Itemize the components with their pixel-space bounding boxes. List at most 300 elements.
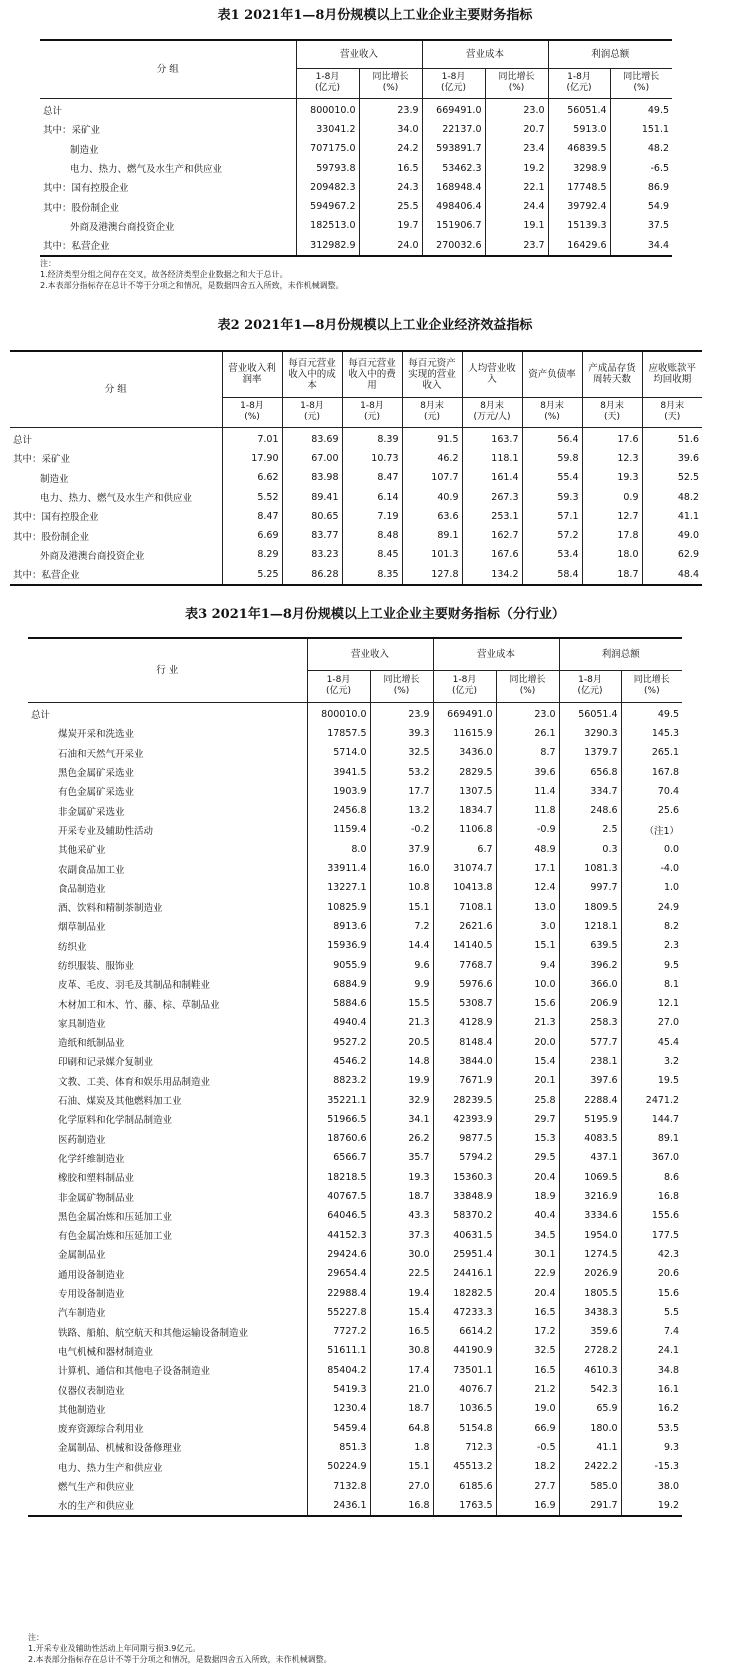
table-row (28, 1013, 682, 1032)
cell-value: 167.8 (621, 762, 682, 781)
cell-value: 6566.7 (307, 1148, 370, 1167)
table-row (10, 507, 702, 526)
cell-value: 33041.2 (296, 120, 359, 139)
cell-value: 177.5 (621, 1226, 682, 1245)
row-label: 化学原料和化学制品制造业 (58, 1115, 173, 1127)
sub-header: 1-8月 (亿元) (296, 68, 359, 98)
cell-value: 16.5 (496, 1361, 559, 1380)
cell-value: 34.0 (359, 120, 422, 139)
cell-value: 3334.6 (559, 1206, 621, 1225)
cell-value: 24.4 (485, 197, 548, 216)
cell-value: 24.0 (359, 236, 422, 256)
cell-value: 151906.7 (422, 216, 485, 235)
row-label: 皮革、毛皮、羽毛及其制品和制鞋业 (58, 980, 211, 992)
cell-value: 20.6 (621, 1264, 682, 1283)
cell-value: 134.2 (462, 565, 522, 585)
table-row (40, 236, 672, 256)
table-row (28, 1341, 682, 1360)
table-row (28, 1071, 682, 1090)
cell-value: 65.9 (559, 1399, 621, 1418)
cell-value: 18.7 (370, 1399, 433, 1418)
table-row (10, 545, 702, 564)
cell-value: 80.65 (282, 507, 342, 526)
cell-value: 15.1 (370, 897, 433, 916)
cell-value: 20.0 (496, 1033, 559, 1052)
cell-value: 41.1 (642, 507, 702, 526)
cell-value: 577.7 (559, 1033, 621, 1052)
cell-value: 8.48 (342, 526, 402, 545)
cell-value: 2.3 (621, 936, 682, 955)
cell-value: 127.8 (402, 565, 462, 585)
table-row (28, 782, 682, 801)
row-label: 其中：股份制企业 (13, 531, 90, 543)
cell-value: 270032.6 (422, 236, 485, 256)
cell-value: 5976.6 (433, 975, 496, 994)
cell-value: 49.5 (610, 98, 672, 120)
cell-value: 8.45 (342, 545, 402, 564)
cell-value: 4940.4 (307, 1013, 370, 1032)
cell-value: 656.8 (559, 762, 621, 781)
table-row (28, 1438, 682, 1457)
table1-title: 表1 2021年1—8月份规模以上工业企业主要财务指标 (217, 8, 533, 23)
cell-value: 48.2 (610, 139, 672, 158)
table-row (40, 178, 672, 197)
cell-value: 8.2 (621, 917, 682, 936)
sub-header: 1-8月 (元) (342, 397, 402, 427)
cell-value: 32.5 (496, 1341, 559, 1360)
cell-value: 9.5 (621, 955, 682, 974)
cell-value: 4546.2 (307, 1052, 370, 1071)
cell-value: 39.3 (370, 724, 433, 743)
cell-value: 15360.3 (433, 1168, 496, 1187)
cell-value: 9877.5 (433, 1129, 496, 1148)
sub-header: 1-8月 (亿元) (422, 68, 485, 98)
cell-value: 41.1 (559, 1438, 621, 1457)
cell-value: 57.1 (522, 507, 582, 526)
cell-value: 37.5 (610, 216, 672, 235)
cell-value: 8.7 (496, 743, 559, 762)
cell-value: 20.4 (496, 1168, 559, 1187)
table-row (10, 449, 702, 468)
cell-value: 24.3 (359, 178, 422, 197)
cell-value: 18282.5 (433, 1283, 496, 1302)
row-label: 家具制造业 (58, 1018, 106, 1030)
row-label: 农副食品加工业 (58, 864, 125, 876)
cell-value: 359.6 (559, 1322, 621, 1341)
cell-value: 167.6 (462, 545, 522, 564)
row-label: 通用设备制造业 (58, 1269, 125, 1281)
row-label: 有色金属冶炼和压延加工业 (58, 1231, 173, 1243)
cell-value: 23.0 (485, 98, 548, 120)
cell-value: 53.4 (522, 545, 582, 564)
sub-header: 1-8月 (亿元) (548, 68, 610, 98)
cell-value: 3844.0 (433, 1052, 496, 1071)
cell-value: 997.7 (559, 878, 621, 897)
row-label: 电气机械和器材制造业 (58, 1346, 154, 1358)
cell-value: 2.5 (559, 820, 621, 839)
col-header-cost: 营业成本 (433, 638, 559, 670)
table-row (10, 427, 702, 449)
cell-value: 29424.6 (307, 1245, 370, 1264)
cell-value: 21.3 (496, 1013, 559, 1032)
cell-value: 18218.5 (307, 1168, 370, 1187)
table-row (28, 1476, 682, 1495)
cell-value: 14.4 (370, 936, 433, 955)
table-row (28, 1264, 682, 1283)
table-row (28, 1380, 682, 1399)
cell-value: 17.7 (370, 782, 433, 801)
row-label: 非金属矿物制品业 (58, 1192, 135, 1204)
table3-notes (28, 1632, 332, 1665)
row-label: 非金属矿采选业 (58, 806, 125, 818)
cell-value: 312982.9 (296, 236, 359, 256)
cell-value: 34.1 (370, 1110, 433, 1129)
row-label: 计算机、通信和其他电子设备制造业 (58, 1366, 211, 1378)
cell-value: 6884.9 (307, 975, 370, 994)
cell-value: 17.6 (582, 427, 642, 449)
cell-value: 20.7 (485, 120, 548, 139)
cell-value: 24.1 (621, 1341, 682, 1360)
table-row (40, 98, 672, 120)
table-row (28, 1033, 682, 1052)
cell-value: 8.35 (342, 565, 402, 585)
table-row (28, 975, 682, 994)
row-label: 电力、热力、燃气及水生产和供应业 (40, 493, 193, 505)
cell-value: 15.4 (370, 1303, 433, 1322)
cell-value: 800010.0 (296, 98, 359, 120)
cell-value: 101.3 (402, 545, 462, 564)
note-line: 1.经济类型分组之间存在交叉，故各经济类型企业数据之和大于总计。 (40, 270, 288, 279)
cell-value: 585.0 (559, 1476, 621, 1495)
cell-value: 182513.0 (296, 216, 359, 235)
table-row (28, 936, 682, 955)
cell-value: 3438.3 (559, 1303, 621, 1322)
cell-value: 5308.7 (433, 994, 496, 1013)
cell-value: 39792.4 (548, 197, 610, 216)
cell-value: 17.2 (496, 1322, 559, 1341)
row-label: 铁路、船舶、航空航天和其他运输设备制造业 (58, 1327, 249, 1339)
cell-value: 6185.6 (433, 1476, 496, 1495)
cell-value: 27.0 (621, 1013, 682, 1032)
cell-value: 3.0 (496, 917, 559, 936)
cell-value: 3216.9 (559, 1187, 621, 1206)
cell-value: 45513.2 (433, 1457, 496, 1476)
note-line: 2.本表部分指标存在总计不等于分项之和情况，是数据四舍五入所致，未作机械调整。 (40, 281, 344, 290)
group-header: 分 组 (10, 351, 222, 427)
cell-value: 15.4 (496, 1052, 559, 1071)
cell-value: 22.5 (370, 1264, 433, 1283)
cell-value: 397.6 (559, 1071, 621, 1090)
row-label: 其中：国有控股企业 (43, 183, 129, 195)
cell-value: 151.1 (610, 120, 672, 139)
cell-value: 267.3 (462, 487, 522, 506)
table1 (40, 39, 672, 257)
row-label: 石油和天然气开采业 (58, 748, 144, 760)
cell-value: 58370.2 (433, 1206, 496, 1225)
cell-value: 1081.3 (559, 859, 621, 878)
cell-value: 8.47 (222, 507, 282, 526)
cell-value: 1.8 (370, 1438, 433, 1457)
cell-value: 21.0 (370, 1380, 433, 1399)
cell-value: 2471.2 (621, 1090, 682, 1109)
cell-value: 16.1 (621, 1380, 682, 1399)
row-label: 电力、热力生产和供应业 (58, 1462, 163, 1474)
cell-value: 8.39 (342, 427, 402, 449)
cell-value: 16429.6 (548, 236, 610, 256)
cell-value: -0.2 (370, 820, 433, 839)
row-label: 医药制造业 (58, 1134, 106, 1146)
sub-header: 8月末 (天) (642, 397, 702, 427)
cell-value: 16.8 (621, 1187, 682, 1206)
cell-value: 9.9 (370, 975, 433, 994)
row-label: 印刷和记录媒介复制业 (58, 1057, 154, 1069)
cell-value: 55.4 (522, 468, 582, 487)
table-row (28, 1361, 682, 1380)
cell-value: 12.7 (582, 507, 642, 526)
cell-value: -6.5 (610, 158, 672, 177)
cell-value: 22.9 (496, 1264, 559, 1283)
cell-value: 38.0 (621, 1476, 682, 1495)
cell-value: 712.3 (433, 1438, 496, 1457)
cell-value: 25.5 (359, 197, 422, 216)
col-header: 资产负债率 (522, 351, 582, 397)
cell-value: 12.3 (582, 449, 642, 468)
cell-value: 11615.9 (433, 724, 496, 743)
row-label: 其中：私营企业 (10, 565, 222, 585)
row-label: 金属制品、机械和设备修理业 (58, 1443, 182, 1455)
cell-value: 24.9 (621, 897, 682, 916)
cell-value: 4610.3 (559, 1361, 621, 1380)
row-label: 橡胶和塑料制品业 (58, 1173, 135, 1185)
cell-value: 57.2 (522, 526, 582, 545)
cell-value: 14140.5 (433, 936, 496, 955)
row-label: 汽车制造业 (58, 1308, 106, 1320)
cell-value: 29.7 (496, 1110, 559, 1129)
cell-value: 24.2 (359, 139, 422, 158)
cell-value: 26.1 (496, 724, 559, 743)
cell-value: 40767.5 (307, 1187, 370, 1206)
row-label: 外商及港澳台商投资企业 (70, 221, 175, 233)
table-row (28, 1496, 682, 1516)
row-label: 其中：股份制企业 (43, 202, 120, 214)
row-label: 仪器仪表制造业 (58, 1385, 125, 1397)
col-header: 每百元营业收入中的费用 (342, 351, 402, 397)
row-label: 专用设备制造业 (58, 1289, 125, 1301)
cell-value: 145.3 (621, 724, 682, 743)
cell-value: 89.41 (282, 487, 342, 506)
cell-value: 1.0 (621, 878, 682, 897)
cell-value: 258.3 (559, 1013, 621, 1032)
table-row (40, 158, 672, 177)
cell-value: 10825.9 (307, 897, 370, 916)
table-row (28, 1418, 682, 1437)
sub-header: 1-8月 (元) (282, 397, 342, 427)
cell-value: 54.9 (610, 197, 672, 216)
cell-value: 37.9 (370, 840, 433, 859)
cell-value: 16.9 (496, 1496, 559, 1516)
cell-value: 7.2 (370, 917, 433, 936)
cell-value: 21.2 (496, 1380, 559, 1399)
row-label: 制造业 (70, 144, 99, 156)
row-label: 制造业 (40, 473, 69, 485)
cell-value: 18.7 (370, 1187, 433, 1206)
cell-value: 2621.6 (433, 917, 496, 936)
cell-value: 59793.8 (296, 158, 359, 177)
cell-value: 5884.6 (307, 994, 370, 1013)
cell-value: 3298.9 (548, 158, 610, 177)
table-row (28, 743, 682, 762)
cell-value: 48.2 (642, 487, 702, 506)
cell-value: 91.5 (402, 427, 462, 449)
cell-value: 23.0 (496, 702, 559, 724)
cell-value: 10413.8 (433, 878, 496, 897)
row-label: 黑色金属冶炼和压延加工业 (58, 1211, 173, 1223)
cell-value: 19.9 (370, 1071, 433, 1090)
cell-value: 15.5 (370, 994, 433, 1013)
col-header: 每百元资产实现的营业收入 (402, 351, 462, 397)
cell-value: 5714.0 (307, 743, 370, 762)
cell-value: 851.3 (307, 1438, 370, 1457)
cell-value: 800010.0 (307, 702, 370, 724)
cell-value: 0.9 (582, 487, 642, 506)
cell-value: 45.4 (621, 1033, 682, 1052)
cell-value: 37.3 (370, 1226, 433, 1245)
cell-value: 4128.9 (433, 1013, 496, 1032)
cell-value: 30.0 (370, 1245, 433, 1264)
cell-value: 8.1 (621, 975, 682, 994)
table-row (28, 1110, 682, 1129)
cell-value: 16.8 (370, 1496, 433, 1516)
cell-value: 15.6 (496, 994, 559, 1013)
cell-value: 35221.1 (307, 1090, 370, 1109)
cell-value: 27.0 (370, 1476, 433, 1495)
cell-value: 86.28 (282, 565, 342, 585)
cell-value: 20.5 (370, 1033, 433, 1052)
cell-value: 85404.2 (307, 1361, 370, 1380)
col-header: 应收账款平均回收期 (642, 351, 702, 397)
sub-header: 8月末 (天) (582, 397, 642, 427)
cell-value: 12.1 (621, 994, 682, 1013)
sub-header: 同比增长 (%) (370, 670, 433, 702)
cell-value: 29654.4 (307, 1264, 370, 1283)
table-row (10, 526, 702, 545)
cell-value: 28239.5 (433, 1090, 496, 1109)
cell-value: 83.77 (282, 526, 342, 545)
cell-value: 51.6 (642, 427, 702, 449)
cell-value: 19.7 (359, 216, 422, 235)
cell-value: 13227.1 (307, 878, 370, 897)
cell-value: 707175.0 (296, 139, 359, 158)
cell-value: 8148.4 (433, 1033, 496, 1052)
cell-value: 19.0 (496, 1399, 559, 1418)
cell-value: 2456.8 (307, 801, 370, 820)
cell-value: 2829.5 (433, 762, 496, 781)
cell-value: 43.3 (370, 1206, 433, 1225)
cell-value: 50224.9 (307, 1457, 370, 1476)
cell-value: 83.98 (282, 468, 342, 487)
cell-value: 44152.3 (307, 1226, 370, 1245)
cell-value: 20.4 (496, 1283, 559, 1302)
cell-value: 40631.5 (433, 1226, 496, 1245)
cell-value: 6.62 (222, 468, 282, 487)
cell-value: 2288.4 (559, 1090, 621, 1109)
cell-value: 15936.9 (307, 936, 370, 955)
cell-value: 19.3 (582, 468, 642, 487)
table-row (28, 917, 682, 936)
cell-value: 23.9 (359, 98, 422, 120)
cell-value: 8.0 (307, 840, 370, 859)
cell-value: 15.1 (496, 936, 559, 955)
row-label: 其中：采矿业 (13, 454, 71, 466)
cell-value: 89.1 (402, 526, 462, 545)
table-row (10, 565, 702, 585)
cell-value: 9055.9 (307, 955, 370, 974)
group-header: 行 业 (28, 638, 307, 702)
row-label: 水的生产和供应业 (28, 1496, 307, 1516)
cell-value: 7.19 (342, 507, 402, 526)
cell-value: 27.7 (496, 1476, 559, 1495)
cell-value: 56051.4 (559, 702, 621, 724)
cell-value: 7132.8 (307, 1476, 370, 1495)
cell-value: 3941.5 (307, 762, 370, 781)
table-row (28, 1399, 682, 1418)
cell-value: 15.6 (621, 1283, 682, 1302)
cell-value: 0.0 (621, 840, 682, 859)
table-row (28, 1148, 682, 1167)
cell-value: 89.1 (621, 1129, 682, 1148)
col-header-revenue: 营业收入 (307, 638, 433, 670)
cell-value: 9.3 (621, 1438, 682, 1457)
cell-value: 13.2 (370, 801, 433, 820)
cell-value: 18.0 (582, 545, 642, 564)
cell-value: 83.69 (282, 427, 342, 449)
cell-value: 39.6 (496, 762, 559, 781)
cell-value: 2728.2 (559, 1341, 621, 1360)
cell-value: 53.5 (621, 1418, 682, 1437)
cell-value: （注1） (621, 820, 682, 839)
row-label: 其他制造业 (58, 1404, 106, 1416)
cell-value: 35.7 (370, 1148, 433, 1167)
cell-value: 291.7 (559, 1496, 621, 1516)
row-label: 木材加工和木、竹、藤、棕、草制品业 (58, 999, 220, 1011)
table-row (28, 955, 682, 974)
cell-value: 67.00 (282, 449, 342, 468)
cell-value: 7.4 (621, 1322, 682, 1341)
sub-header: 8月末 (万元/人) (462, 397, 522, 427)
row-label: 电力、热力、燃气及水生产和供应业 (70, 164, 223, 176)
cell-value: 17857.5 (307, 724, 370, 743)
cell-value: 639.5 (559, 936, 621, 955)
cell-value: 5459.4 (307, 1418, 370, 1437)
cell-value: 1763.5 (433, 1496, 496, 1516)
cell-value: -4.0 (621, 859, 682, 878)
cell-value: 6.7 (433, 840, 496, 859)
cell-value: 44190.9 (433, 1341, 496, 1360)
cell-value: 12.4 (496, 878, 559, 897)
table-row (28, 1206, 682, 1225)
table-row (28, 1322, 682, 1341)
cell-value: 1159.4 (307, 820, 370, 839)
cell-value: 669491.0 (433, 702, 496, 724)
row-label: 燃气生产和供应业 (58, 1482, 135, 1494)
cell-value: 48.9 (496, 840, 559, 859)
sub-header: 1-8月 (亿元) (559, 670, 621, 702)
table-row (10, 468, 702, 487)
cell-value: 33911.4 (307, 859, 370, 878)
sub-header: 1-8月 (%) (222, 397, 282, 427)
cell-value: 17748.5 (548, 178, 610, 197)
cell-value: 73501.1 (433, 1361, 496, 1380)
